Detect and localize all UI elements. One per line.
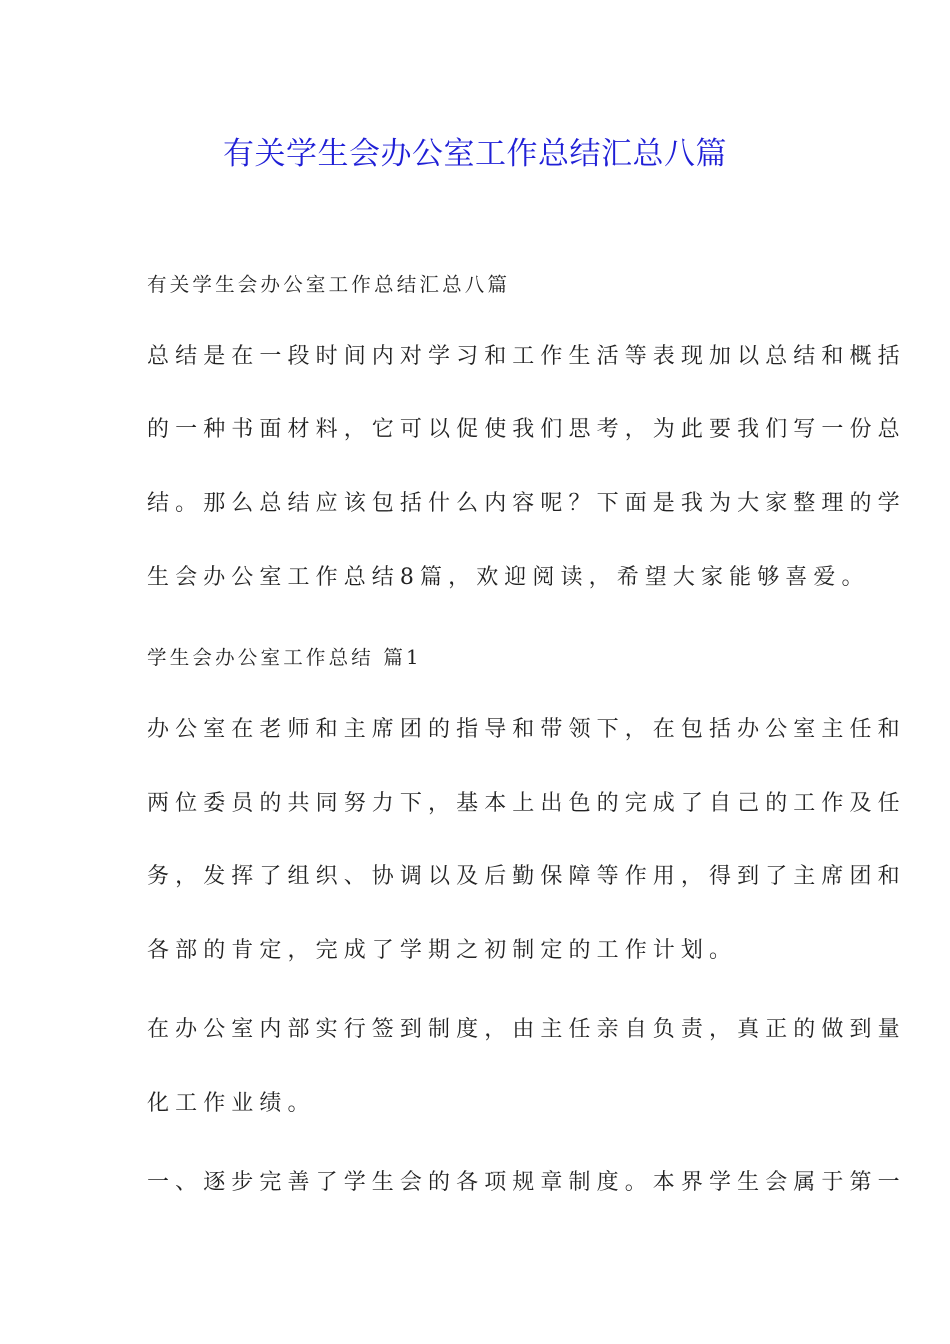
paragraph-line: 两位委员的共同努力下，基本上出色的完成了自己的工作及任 xyxy=(147,791,906,816)
paragraph-line: 务，发挥了组织、协调以及后勤保障等作用，得到了主席团和 xyxy=(147,864,906,889)
paragraph-line: 的一种书面材料，它可以促使我们思考，为此要我们写一份总 xyxy=(147,417,906,442)
paragraph-line: 在办公室内部实行签到制度，由主任亲自负责，真正的做到量 xyxy=(147,1017,906,1042)
paragraph-line: 办公室在老师和主席团的指导和带领下，在包括办公室主任和 xyxy=(147,717,906,742)
paragraph-line: 总结是在一段时间内对学习和工作生活等表现加以总结和概括 xyxy=(147,344,906,369)
paragraph-line: 一、逐步完善了学生会的各项规章制度。本界学生会属于第一 xyxy=(147,1170,906,1195)
paragraph-line: 结。那么总结应该包括什么内容呢？下面是我为大家整理的学 xyxy=(147,491,906,516)
paragraph-line: 生会办公室工作总结8篇，欢迎阅读，希望大家能够喜爱。 xyxy=(147,565,870,590)
paragraph-line: 各部的肯定，完成了学期之初制定的工作计划。 xyxy=(147,938,738,963)
document-title: 有关学生会办公室工作总结汇总八篇 xyxy=(223,136,727,172)
section-heading: 学生会办公室工作总结 篇1 xyxy=(147,646,422,669)
subtitle-line: 有关学生会办公室工作总结汇总八篇 xyxy=(147,273,511,296)
paragraph-line: 化工作业绩。 xyxy=(147,1091,316,1116)
